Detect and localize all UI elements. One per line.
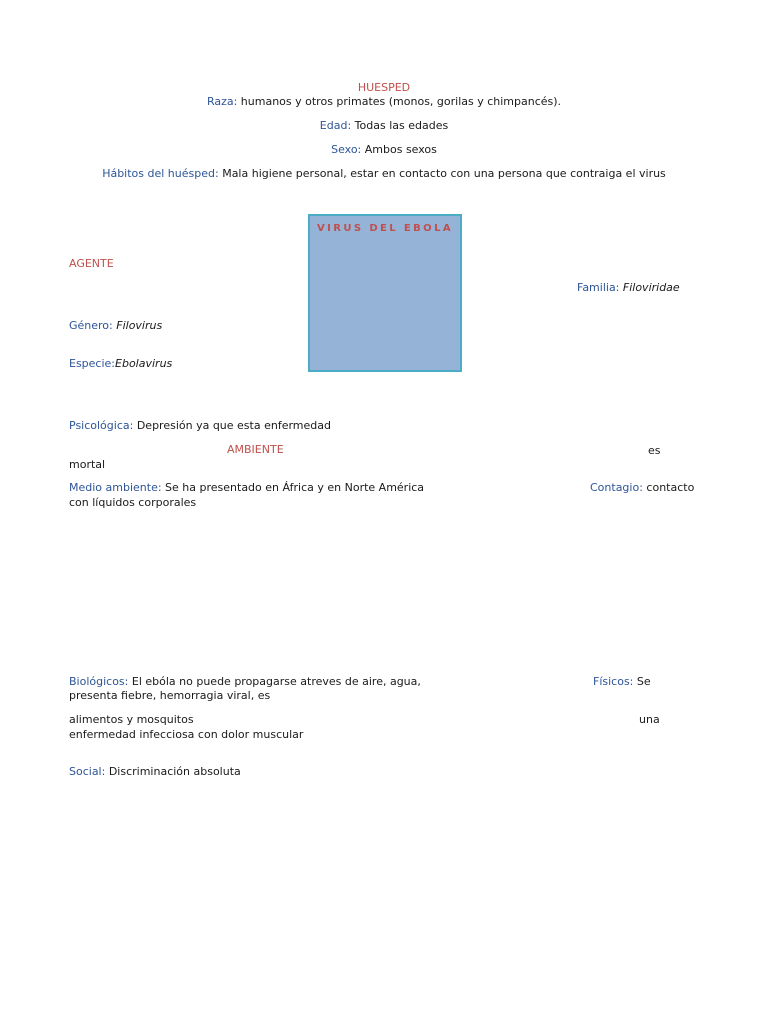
fisicos-cont3: enfermedad infecciosa con dolor muscular bbox=[69, 728, 304, 741]
habitos-label: Hábitos del huésped: bbox=[102, 167, 219, 180]
psicologica-value: Depresión ya que esta enfermedad bbox=[133, 419, 331, 432]
medio-label: Medio ambiente: bbox=[69, 481, 162, 494]
raza-line bbox=[0, 95, 768, 109]
psicologica-cont1: es bbox=[648, 444, 661, 457]
especie-line bbox=[69, 357, 172, 371]
familia-value: Filoviridae bbox=[622, 281, 680, 294]
especie-value: Ebolavirus bbox=[115, 357, 173, 370]
fisicos-value: Se bbox=[633, 675, 651, 688]
biologicos-cont: alimentos y mosquitos bbox=[69, 713, 194, 726]
psicologica-cont2: mortal bbox=[69, 458, 106, 471]
raza-label: Raza: bbox=[206, 95, 238, 108]
fisicos-label: Físicos: bbox=[593, 675, 634, 688]
huesped-heading: HUESPED bbox=[357, 81, 411, 94]
familia-label: Familia: bbox=[577, 281, 620, 294]
social-label: Social: bbox=[69, 765, 106, 778]
medio-line bbox=[69, 481, 424, 495]
habitos-line bbox=[0, 167, 768, 181]
fisicos-cont1: presenta fiebre, hemorragia viral, es bbox=[69, 689, 271, 702]
biologicos-line bbox=[69, 675, 421, 689]
agente-heading: AGENTE bbox=[69, 257, 114, 270]
sexo-line bbox=[0, 143, 768, 157]
biologicos-label: Biológicos: bbox=[69, 675, 129, 688]
fisicos-line bbox=[593, 675, 651, 689]
contagio-value: contacto bbox=[642, 481, 695, 494]
ambiente-heading: AMBIENTE bbox=[227, 443, 284, 456]
edad-line bbox=[0, 119, 768, 133]
contagio-line bbox=[590, 481, 694, 495]
contagio-cont: con líquidos corporales bbox=[69, 496, 197, 509]
social-value: Discriminación absoluta bbox=[105, 765, 241, 778]
habitos-value: Mala higiene personal, estar en contacto con una persona que contraiga el virus bbox=[218, 167, 666, 180]
medio-value: Se ha presentado en África y en Norte América bbox=[161, 481, 425, 494]
edad-value: Todas las edades bbox=[351, 119, 449, 132]
fisicos-cont2: una bbox=[639, 713, 660, 726]
virus-box-title: VIRUS DEL EBOLA bbox=[316, 223, 453, 234]
biologicos-value: El ebóla no puede propagarse atreves de aire, agua, bbox=[128, 675, 421, 688]
genero-value: Filovirus bbox=[116, 319, 163, 332]
sexo-label: Sexo: bbox=[331, 143, 362, 156]
familia-line bbox=[577, 281, 680, 295]
psicologica-line bbox=[69, 419, 331, 433]
psicologica-label: Psicológica: bbox=[69, 419, 134, 432]
especie-label: Especie: bbox=[69, 357, 116, 370]
genero-label: Género: bbox=[69, 319, 113, 332]
virus-box bbox=[308, 214, 462, 372]
edad-label: Edad: bbox=[319, 119, 352, 132]
contagio-label: Contagio: bbox=[590, 481, 643, 494]
genero-line bbox=[69, 319, 162, 333]
raza-value: humanos y otros primates (monos, gorilas y chimpancés). bbox=[237, 95, 562, 108]
social-line bbox=[69, 765, 241, 779]
sexo-value: Ambos sexos bbox=[361, 143, 437, 156]
